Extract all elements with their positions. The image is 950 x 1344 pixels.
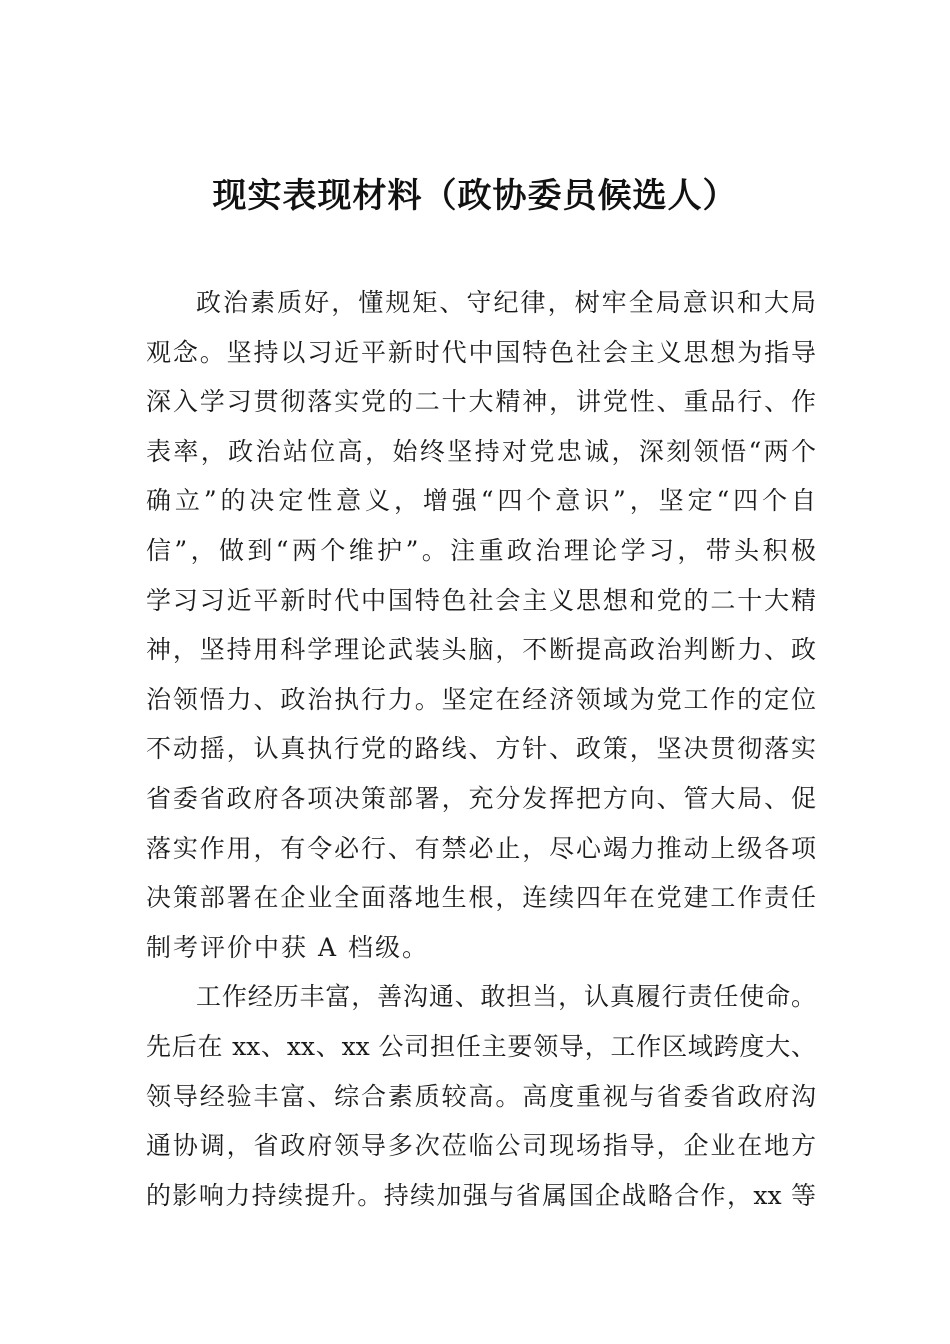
paragraph-1-line <box>146 824 816 874</box>
paragraph-1-line <box>146 625 816 675</box>
paragraph-2-line <box>146 1121 816 1171</box>
text-line: 不动摇，认真执行党的路线、方针、政策，坚决贯彻落实 <box>146 734 816 764</box>
paragraph-1-line <box>146 724 816 774</box>
text-line: 治领悟力、政治执行力。坚定在经济领域为党工作的定位 <box>146 684 816 714</box>
paragraph-1-line <box>146 278 816 328</box>
text-line: 通协调，省政府领导多次莅临公司现场指导，企业在地方 <box>146 1131 816 1161</box>
paragraph-1-line <box>146 873 816 923</box>
paragraph-2-line <box>146 972 816 1022</box>
text-line: 确立”的决定性意义，增强“四个意识”，坚定“四个自 <box>146 486 816 516</box>
paragraph-1-line <box>146 774 816 824</box>
text-line: 神，坚持用科学理论武装头脑，不断提高政治判断力、政 <box>146 635 816 665</box>
text-line: 表率，政治站位高，始终坚持对党忠诚，深刻领悟“两个 <box>146 436 816 466</box>
paragraph-1-line <box>146 675 816 725</box>
paragraph-2-line <box>146 1171 816 1221</box>
text-line: 制考评价中获 A 档级。 <box>146 932 429 962</box>
paragraph-1-line <box>146 328 816 378</box>
paragraph-2-line <box>146 1072 816 1122</box>
text-line: 决策部署在企业全面落地生根，连续四年在党建工作责任 <box>146 883 816 913</box>
text-line: 工作经历丰富，善沟通、敢担当，认真履行责任使命。 <box>196 982 816 1012</box>
text-line: 学习习近平新时代中国特色社会主义思想和党的二十大精 <box>146 585 816 615</box>
paragraph-1-line <box>146 476 816 526</box>
paragraph-1-line <box>146 576 816 626</box>
text-line: 省委省政府各项决策部署，充分发挥把方向、管大局、促 <box>146 783 816 813</box>
text-line: 观念。坚持以习近平新时代中国特色社会主义思想为指导 <box>146 337 816 367</box>
paragraph-1-line <box>146 377 816 427</box>
document-body <box>146 278 816 1220</box>
text-line: 先后在 xx、xx、xx 公司担任主要领导，工作区域跨度大、 <box>146 1031 816 1061</box>
text-line: 的影响力持续提升。持续加强与省属国企战略合作，xx 等 <box>146 1180 816 1210</box>
text-line: 政治素质好，懂规矩、守纪律，树牢全局意识和大局 <box>196 288 816 317</box>
text-line: 深入学习贯彻落实党的二十大精神，讲党性、重品行、作 <box>146 387 816 417</box>
text-line: 信”，做到“两个维护”。注重政治理论学习，带头积极 <box>146 535 816 565</box>
document-title: 现实表现材料（政协委员候选人） <box>212 176 738 216</box>
text-line: 领导经验丰富、综合素质较高。高度重视与省委省政府沟 <box>146 1081 816 1111</box>
paragraph-1-line <box>146 427 816 477</box>
text-line: 落实作用，有令必行、有禁必止，尽心竭力推动上级各项 <box>146 833 816 863</box>
paragraph-1-line <box>146 526 816 576</box>
paragraph-2-line <box>146 1022 816 1072</box>
paragraph-1-line <box>146 923 816 973</box>
